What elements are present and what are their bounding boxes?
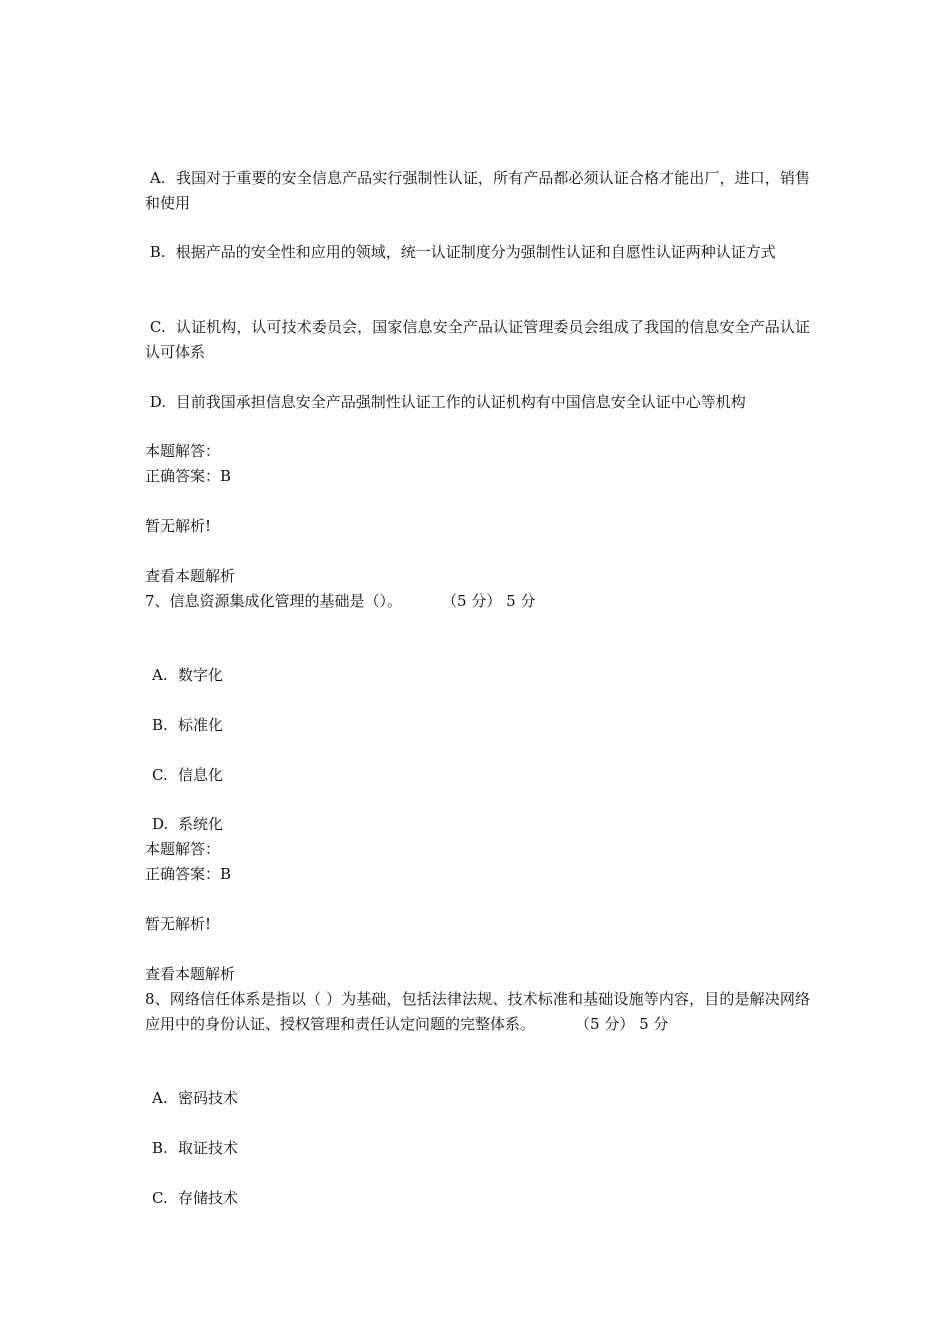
option-letter: A. [152,666,168,684]
option-text: 信息化 [178,766,224,784]
option-text: 目前我国承担信息安全产品强制性认证工作的认证机构有中国信息安全认证中心等机构 [175,393,746,411]
question-score: （5 分） 5 分 [575,1015,669,1033]
option-text: 根据产品的安全性和应用的领域，统一认证制度分为强制性认证和自愿性认证两种认证方式 [175,243,776,261]
option-text: 我国对于重要的安全信息产品实行强制性认证，所有产品都必须认证合格才能出厂，进口，销售和使用 [145,169,810,212]
option-text: 取证技术 [178,1139,239,1157]
q8-option-c[interactable] [152,1186,817,1211]
option-text: 存储技术 [178,1189,239,1207]
q6-correct-answer: 正确答案：B [145,467,232,485]
q7-question [145,589,810,614]
option-letter: C. [152,766,168,784]
q6-option-d[interactable] [145,390,810,415]
option-text: 系统化 [178,815,224,833]
option-text: 标准化 [178,716,224,734]
question-text: 8、网络信任体系是指以（ ）为基础，包括法律法规、技术标准和基础设施等内容，目的是解决网络应用中的身份认证、授权管理和责任认定问题的完整体系。 [145,990,810,1033]
q7-option-a[interactable] [152,663,817,688]
q7-option-c[interactable] [152,763,817,788]
option-letter: A. [149,169,166,187]
q6-view-analysis-link[interactable]: 查看本题解析 [145,567,236,585]
question-text: 7、信息资源集成化管理的基础是（）。 [145,592,403,610]
option-text: 密码技术 [178,1089,239,1107]
q8-option-b[interactable] [152,1136,817,1161]
question-score: （5 分） 5 分 [442,592,536,610]
q6-answer-label: 本题解答： [145,442,221,460]
q6-option-b[interactable] [145,240,810,265]
q7-answer-label: 本题解答： [145,840,221,858]
option-text: 认证机构，认可技术委员会，国家信息安全产品认证管理委员会组成了我国的信息安全产品认证认可体系 [145,318,810,361]
option-letter: A. [152,1089,168,1107]
q6-analysis: 暂无解析! [145,517,212,535]
option-letter: B. [149,243,166,261]
q7-option-b[interactable] [152,713,817,738]
option-text: 数字化 [178,666,224,684]
q7-correct-answer: 正确答案：B [145,865,232,883]
q6-option-c[interactable] [145,315,810,365]
q7-analysis: 暂无解析! [145,915,212,933]
q8-option-a[interactable] [152,1086,817,1111]
option-letter: B. [152,1139,168,1157]
q8-question [145,987,810,1037]
q7-view-analysis-link[interactable]: 查看本题解析 [145,965,236,983]
option-letter: C. [152,1189,168,1207]
option-letter: D. [149,393,167,411]
option-letter: C. [149,318,166,336]
q6-option-a[interactable] [145,166,810,216]
option-letter: B. [152,716,168,734]
q7-option-d[interactable] [152,812,817,837]
option-letter: D. [152,815,169,833]
